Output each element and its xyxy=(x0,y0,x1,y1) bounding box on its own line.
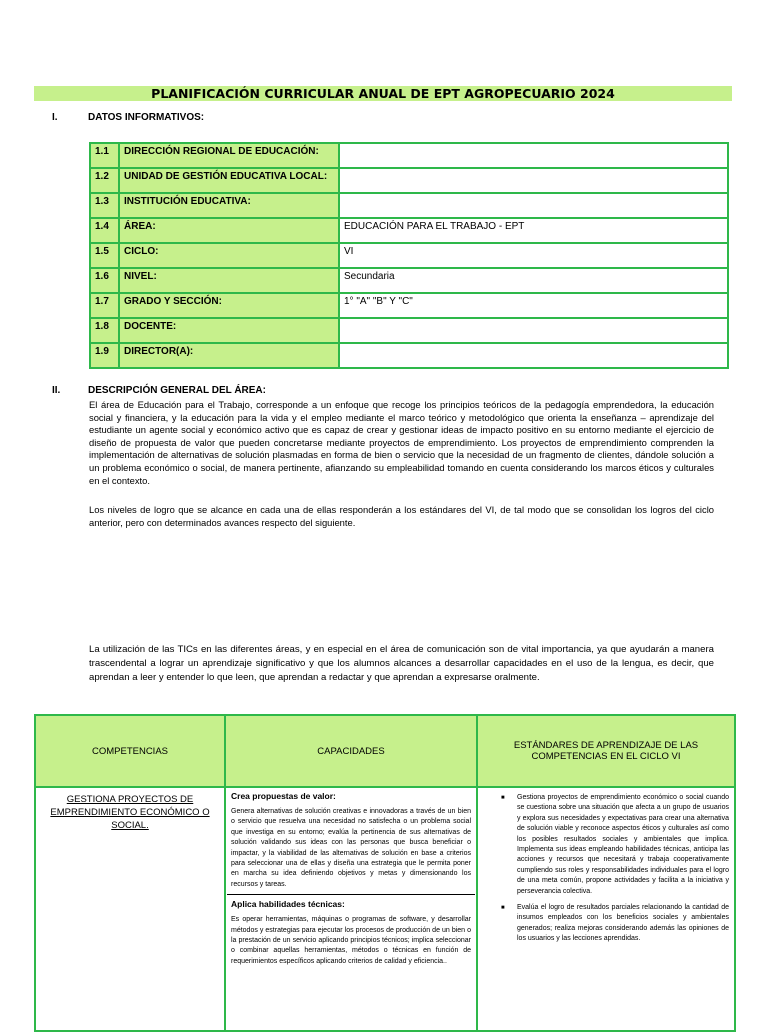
info-row-label: DIRECCIÓN REGIONAL DE EDUCACIÓN: xyxy=(119,143,339,168)
info-row-number: 1.8 xyxy=(90,318,119,343)
info-row xyxy=(90,168,728,193)
capacity-divider xyxy=(227,894,475,895)
info-row-value xyxy=(339,343,728,368)
info-row xyxy=(90,318,728,343)
info-row xyxy=(90,293,728,318)
standard-text: Evalúa el logro de resultados parciales relacionando la cantidad de insumos empleados con los beneficios sociales y ambientales generados; realiza mejoras considerando además las opiniones de los usuarios y las lecciones aprendidas. xyxy=(517,904,729,943)
area-description-paragraph: El área de Educación para el Trabajo, corresponde a un enfoque que recoge los principios teóricos de la pedagogía emprendedora, la educación social y financiera, y la educación para la vida y el empleo mediante el marco teórico y metodológico que orienta la enseñanza – aprendizaje del estudiante un agente social y económico activo que es capaz de crear y gestionar ideas de impacto positivo en su entorno mediante el ejercicio de diseño de propuesta de valor que pueden concretarse mediante proyectos de emprendimiento. Los proyectos de emprendimiento comprenden la implementación de alternativas de solución plasmadas en forma de bien o servicio que la necesidad de un fragmento de clientes, dándole solución a un problema económico o social, de manera pertinente, afianzando su empleabilidad tomando en cuenta considerando los marcos éticos y culturales en el contexto. xyxy=(89,399,714,486)
square-bullet-icon: ■ xyxy=(501,905,505,912)
info-row xyxy=(90,193,728,218)
info-row-label: INSTITUCIÓN EDUCATIVA: xyxy=(119,193,339,218)
info-row-label: CICLO: xyxy=(119,243,339,268)
square-bullet-icon: ■ xyxy=(501,795,505,801)
info-row-label: DOCENTE: xyxy=(119,318,339,343)
info-row-number: 1.4 xyxy=(90,218,119,243)
info-row-label: GRADO Y SECCIÓN: xyxy=(119,293,339,318)
header-estandares: ESTÁNDARES DE APRENDIZAJE DE LAS COMPETENCIAS EN EL CICLO VI xyxy=(477,715,735,787)
table-row xyxy=(35,787,735,1031)
info-row-label: DIRECTOR(A): xyxy=(119,343,339,368)
section1-title: DATOS INFORMATIVOS: xyxy=(88,112,205,123)
info-row-number: 1.5 xyxy=(90,243,119,268)
header-capacidades: CAPACIDADES xyxy=(225,715,477,787)
info-row-label: UNIDAD DE GESTIÓN EDUCATIVA LOCAL: xyxy=(119,168,339,193)
info-row xyxy=(90,218,728,243)
info-row-number: 1.1 xyxy=(90,143,119,168)
info-row-number: 1.9 xyxy=(90,343,119,368)
header-competencias: COMPETENCIAS xyxy=(35,715,225,787)
capacity-text: Genera alternativas de solución creativas e innovadoras a través de un bien o servicio que resuelva una necesidad no satisfecha o un problema social que investiga en su entorno; evalúa la pertinencia de sus alternativas de solución validando sus ideas con las personas que busca beneficiar o impactar, y la viabilidad de las alternativas de solución en base a criterios para seleccionar una de ellas y diseña una estrategia que le permita poner en marcha su idea definiendo objetivos y metas y dimensionando los recursos y tareas. xyxy=(231,808,471,888)
competencies-table xyxy=(34,714,736,1032)
info-row xyxy=(90,268,728,293)
info-row-value xyxy=(339,318,728,343)
capacity-title: Aplica habilidades técnicas: xyxy=(231,899,345,910)
competency-name: GESTIONA PROYECTOS DE EMPRENDIMIENTO ECONÓMICO O SOCIAL. xyxy=(50,794,210,831)
info-row-value xyxy=(339,168,728,193)
info-row-number: 1.2 xyxy=(90,168,119,193)
capacity-item xyxy=(227,789,475,890)
info-row-value xyxy=(339,143,728,168)
info-row-label: NIVEL: xyxy=(119,268,339,293)
info-row-number: 1.6 xyxy=(90,268,119,293)
info-row-value: Secundaria xyxy=(339,268,728,293)
section1-number: I. xyxy=(52,112,58,123)
capacity-item xyxy=(227,897,475,967)
info-row-value xyxy=(339,193,728,218)
list-item xyxy=(501,793,733,897)
capacity-title: Crea propuestas de valor: xyxy=(231,791,336,801)
document-title: PLANIFICACIÓN CURRICULAR ANUAL DE EPT AGROPECUARIO 2024 xyxy=(34,86,732,101)
section2-title: DESCRIPCIÓN GENERAL DEL ÁREA: xyxy=(88,385,266,396)
section2-number: II. xyxy=(52,385,61,396)
info-row-label: ÁREA: xyxy=(119,218,339,243)
info-row-number: 1.3 xyxy=(90,193,119,218)
info-row-value: VI xyxy=(339,243,728,268)
capacity-text: Es operar herramientas, máquinas o programas de software, y desarrollar métodos y estrategias para ejecutar los procesos de producción de un bien o la prestación de un servicio aplicando principios técnicos; implica seleccionar o combinar aquellas herramientas, métodos o técnicas en función de requerimientos específicos aplicando criterios de calidad y eficiencia.. xyxy=(231,916,471,965)
list-item xyxy=(501,903,733,945)
info-row-number: 1.7 xyxy=(90,293,119,318)
info-row-value: EDUCACIÓN PARA EL TRABAJO - EPT xyxy=(339,218,728,243)
info-table xyxy=(89,142,729,369)
standards-list xyxy=(479,793,733,945)
info-row xyxy=(90,143,728,168)
info-row-value: 1° "A" "B" Y "C" xyxy=(339,293,728,318)
standard-text: Gestiona proyectos de emprendimiento económico o social cuando se cuestiona sobre una situación que afecta a un grupo de usuarios y explora sus necesidades y expectativas para crear una alternativa de solución viable y reconoce aspectos éticos y culturales así como los posibles resultados sociales y ambientales que implica. Implementa sus ideas empleando habilidades técnicas, anticipa las acciones y recursos que necesitará y trabaja cooperativamente cumpliendo sus roles y responsabilidades individuales para el logro de una meta común, propone actividades y facilita a la iniciativa y perseverancia colectiva. xyxy=(517,794,729,895)
achievement-levels-paragraph: Los niveles de logro que se alcance en cada una de ellas responderán a los estándares del VI, de tal modo que se consolidan los logros del ciclo anterior, pero con determinados avances respecto del siguiente. xyxy=(89,504,714,528)
info-row xyxy=(90,243,728,268)
info-row xyxy=(90,343,728,368)
tics-paragraph: La utilización de las TICs en las diferentes áreas, y en especial en el área de comunicación son de vital importancia, ya que ayudarán a manera trascendental a lograr un aprendizaje significativo y que los alumnos alcances a desarrollar capacidades en el uso de la lengua, es decir, que aprendan a leer y entender lo que leen, que aprendan a redactar y que aprendan a expresarse oralmente. xyxy=(89,644,714,683)
